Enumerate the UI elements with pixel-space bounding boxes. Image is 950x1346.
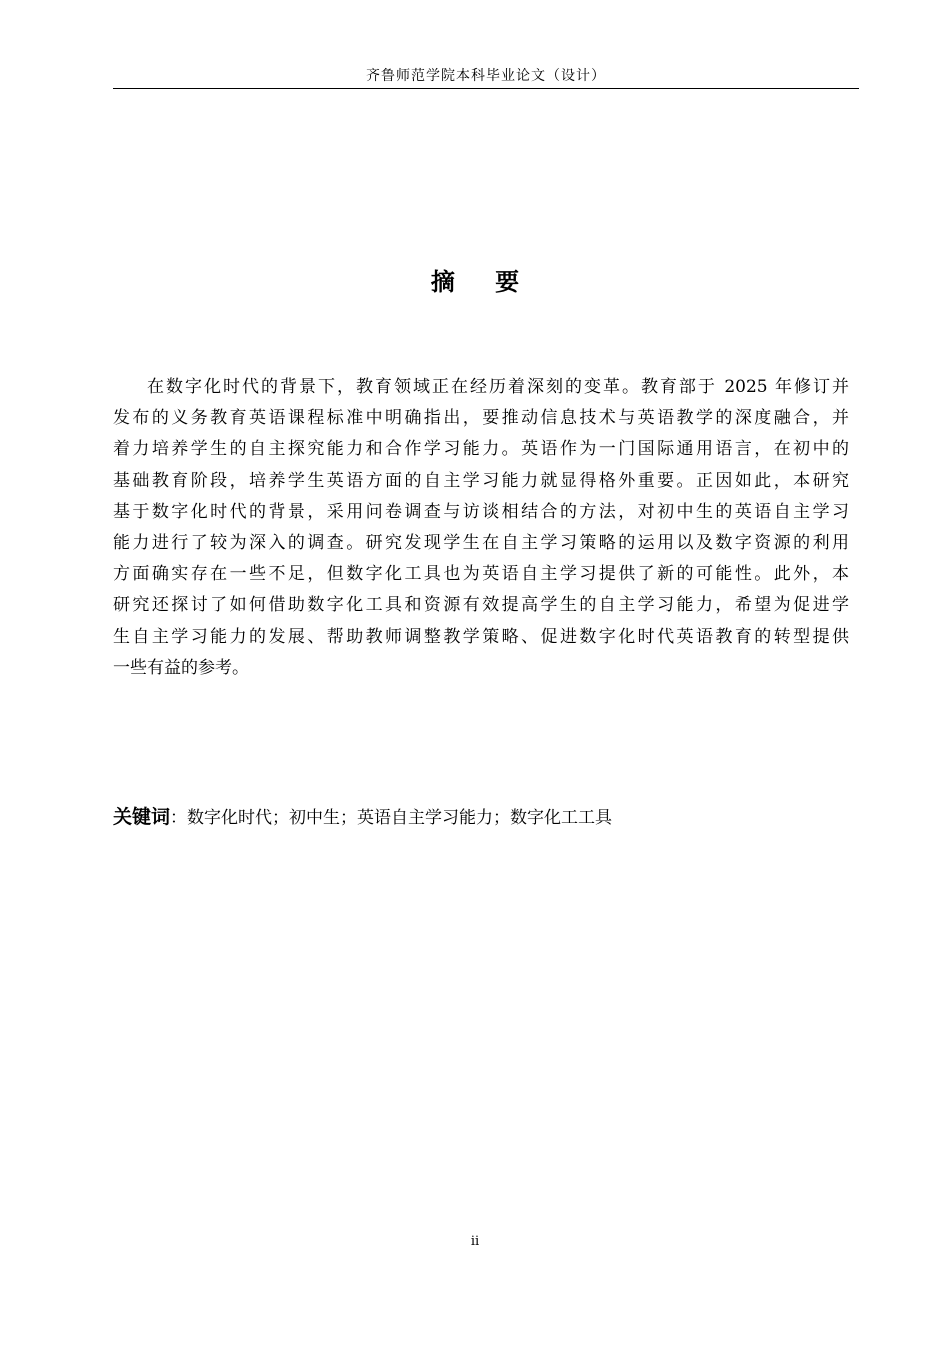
abstract-body — [113, 372, 849, 684]
abstract-line: 能力进行了较为深入的调查。研究发现学生在自主学习策略的运用以及数字资源的利用 — [113, 532, 849, 553]
keywords-separator: ： — [170, 808, 188, 828]
abstract-title: 摘 要 — [430, 268, 536, 296]
abstract-line: 在数字化时代的背景下，教育领域正在经历着深刻的变革。教育部于 2025 年修订并 — [147, 377, 849, 397]
abstract-line: 发布的义务教育英语课程标准中明确指出，要推动信息技术与英语教学的深度融合，并 — [113, 408, 849, 429]
keywords-label: 关键词 — [113, 806, 171, 828]
abstract-line: 研究还探讨了如何借助数字化工具和资源有效提高学生的自主学习能力，希望为促进学 — [113, 595, 849, 616]
abstract-line: 基于数字化时代的背景，采用问卷调查与访谈相结合的方法，对初中生的英语自主学习 — [113, 501, 849, 522]
abstract-line: 生自主学习能力的发展、帮助教师调整教学策略、促进数字化时代英语教育的转型提供 — [113, 626, 849, 647]
keywords — [113, 802, 612, 833]
abstract-line: 着力培养学生的自主探究能力和合作学习能力。英语作为一门国际通用语言，在初中的 — [113, 439, 849, 460]
abstract-line: 方面确实存在一些不足，但数字化工具也为英语自主学习提供了新的可能性。此外，本 — [113, 564, 849, 585]
page-number: ii — [470, 1234, 480, 1249]
abstract-line: 一些有益的参考。 — [113, 657, 249, 678]
running-header: 齐鲁师范学院本科毕业论文（设计） — [113, 66, 859, 89]
abstract-line: 基础教育阶段，培养学生英语方面的自主学习能力就显得格外重要。正因如此，本研究 — [113, 470, 849, 491]
keywords-text: 数字化时代；初中生；英语自主学习能力；数字化工工具 — [187, 808, 613, 828]
